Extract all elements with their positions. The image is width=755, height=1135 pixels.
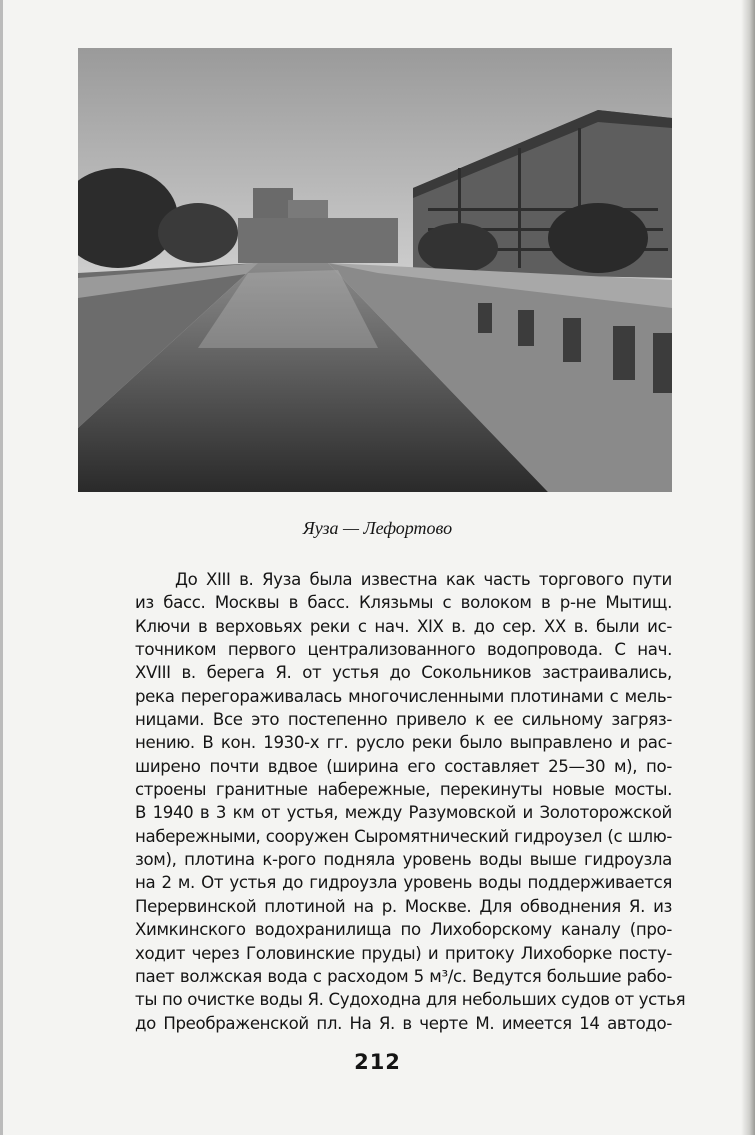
- body-paragraph: [135, 568, 686, 1035]
- page-scan-edge-right: [741, 0, 755, 1135]
- page-scan-edge-left: [0, 0, 3, 1135]
- text-line: нению. В кон. 1930-х гг. русло реки было выправлено и рас-: [135, 733, 672, 753]
- text-line: ширено почти вдвое (ширина его составляет 25—30 м), по-: [135, 756, 672, 776]
- text-line: на 2 м. От устья до гидроузла уровень воды поддерживается: [135, 873, 672, 893]
- text-line: до Преображенской пл. На Я. в черте М. имеется 14 автодо-: [135, 1013, 672, 1033]
- text-line: точником первого централизованного водопровода. С нач.: [135, 640, 672, 660]
- text-line: набережными, сооружен Сыромятнический гидроузел (с шлю-: [135, 826, 672, 846]
- canal-photo: [78, 48, 672, 492]
- page-number: 212: [354, 1050, 401, 1074]
- text-line: Перервинской плотиной на р. Москве. Для обводнения Я. из: [135, 896, 672, 916]
- text-line: ты по очистке воды Я. Судоходна для небольших судов от устья: [135, 990, 686, 1010]
- text-line: ницами. Все это постепенно привело к ее сильному загряз-: [135, 710, 672, 730]
- photo-caption: Яуза — Лефортово: [302, 518, 453, 538]
- text-line: XVIII в. берега Я. от устья до Сокольников застраивались,: [135, 663, 672, 683]
- text-line: Ключи в верховьях реки с нач. XIX в. до сер. XX в. были ис-: [135, 616, 672, 636]
- text-line: пает волжская вода с расходом 5 м³/с. Ведутся большие рабо-: [135, 966, 672, 986]
- text-line: До XIII в. Яуза была известна как часть торгового пути: [175, 570, 672, 589]
- text-line: ходит через Головинские пруды) и притоку Лихоборке посту-: [135, 943, 672, 963]
- text-line: Химкинского водохранилища по Лихоборскому каналу (про-: [135, 920, 672, 940]
- text-line: из басс. Москвы в басс. Клязьмы с волоком в р-не Мытищ.: [135, 593, 672, 613]
- text-line: зом), плотина к-рого подняла уровень воды выше гидроузла: [135, 850, 672, 870]
- text-line: строены гранитные набережные, перекинуты новые мосты.: [135, 780, 672, 800]
- text-line: река перегораживалась многочисленными плотинами с мель-: [135, 686, 672, 706]
- text-line: В 1940 в 3 км от устья, между Разумовской и Золоторожской: [135, 803, 672, 823]
